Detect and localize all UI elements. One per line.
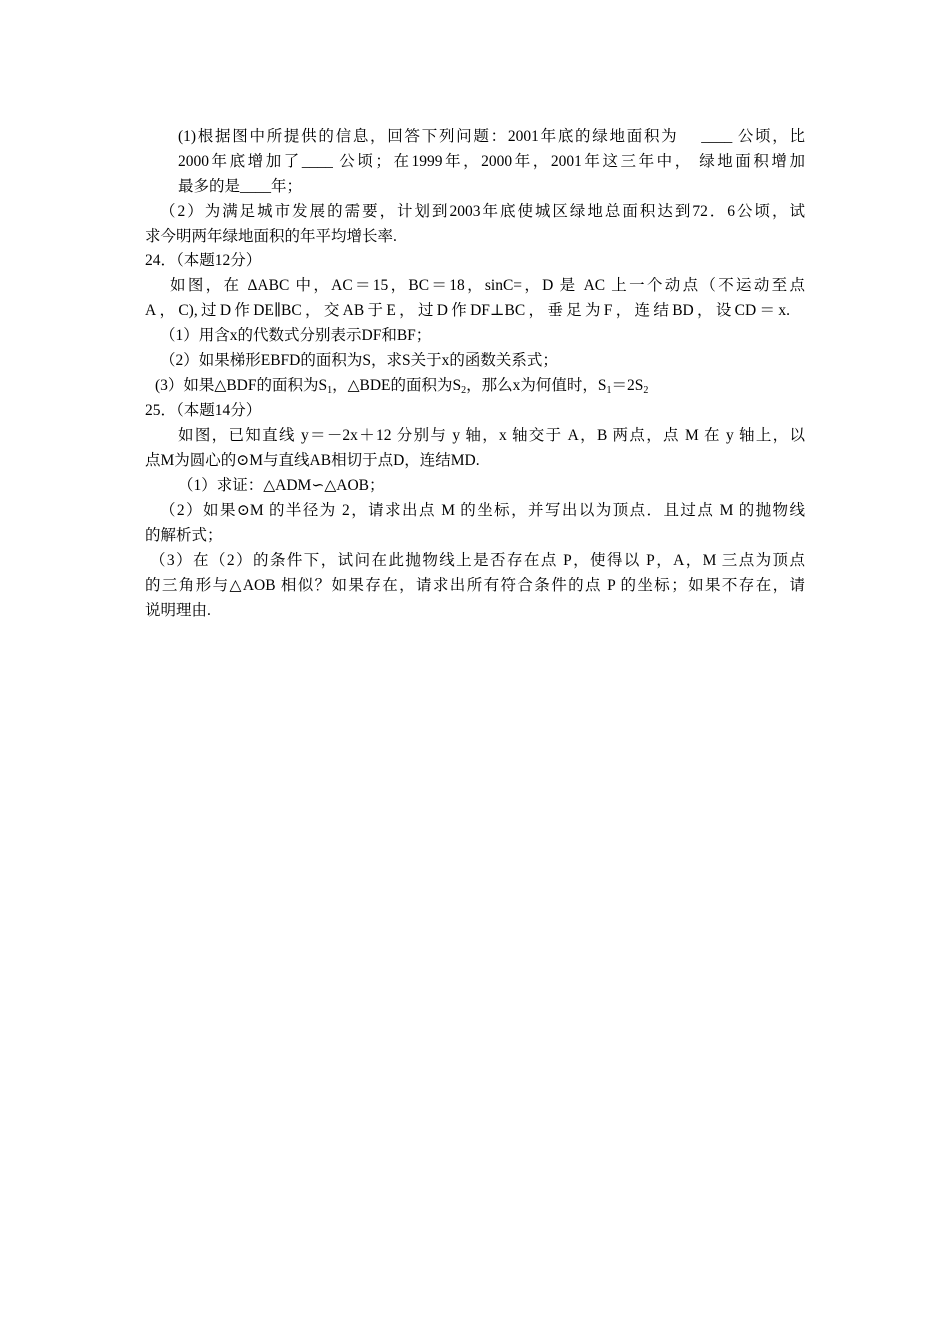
q23-part1-line3: 最多的是____年； [178, 178, 303, 195]
q24-heading: 24．（本题12分） [145, 252, 262, 269]
q25-heading: 25．（本题14分） [145, 402, 262, 419]
q24-part3-text-d: ＝2S [611, 377, 644, 394]
q25-part3-line3: 说明理由. [145, 602, 211, 619]
q23-part1-line1: (1)根据图中所提供的信息，回答下列问题：2001年底的绿地面积为 ____ 公顷，比 [178, 128, 805, 145]
q24-part2: （2）如果梯形EBFD的面积为S，求S关于x的函数关系式； [160, 352, 558, 369]
q24-part3-text-a: (3）如果△BDF的面积为S [155, 377, 328, 394]
q24-part3-text-c: ，那么x为何值时，S [466, 377, 607, 394]
q25-part3-line1: （3）在（2）的条件下，试问在此抛物线上是否存在点 P，使得以 P，A，M 三点为顶点 [150, 552, 805, 569]
q23-part2-line2: 求今明两年绿地面积的年平均增长率. [145, 228, 397, 245]
q24-stem-line1: 如图，在 ΔABC 中，AC＝15，BC＝18，sinC=，D 是 AC 上一个动点（不运动至点 [170, 277, 805, 294]
q23-part2-line1: （2）为满足城市发展的需要，计划到2003年底使城区绿地总面积达到72．6公顷，试 [160, 203, 805, 220]
q25-part2-line1: （2）如果⊙M 的半径为 2，请求出点 M 的坐标，并写出以为顶点．且过点 M 的抛物线 [160, 502, 805, 519]
q25-part2-line2: 的解析式； [145, 527, 223, 544]
q24-part3-sub4: 2 [643, 385, 649, 396]
q25-stem-line2: 点M为圆心的⊙M与直线AB相切于点D，连结MD. [145, 452, 480, 469]
q23-part1-line2: 2000年底增加了____ 公顷；在1999年，2000年，2001年这三年中， 绿地面积增加 [178, 153, 805, 170]
q24-part3-sub3: 1 [606, 385, 612, 396]
q24-part3-sub2: 2 [461, 385, 467, 396]
q24-stem-line2: A，C),过D作DE∥BC，交AB于E，过D作DF⊥BC，垂足为F，连结BD，设CD＝x. [145, 302, 790, 319]
q24-part3-sub1: 1 [327, 385, 333, 396]
q25-stem-line1: 如图，已知直线 y＝－2x＋12 分别与 y 轴，x 轴交于 A，B 两点，点 M 在 y 轴上，以 [178, 427, 805, 444]
q24-part3-text-b: ，△BDE的面积为S [332, 377, 462, 394]
q24-part3 [155, 376, 648, 396]
q25-part3-line2: 的三角形与△AOB 相似？如果存在，请求出所有符合条件的点 P 的坐标；如果不存在，请 [145, 577, 805, 594]
q25-part1: （1）求证：△ADM∽△AOB； [178, 477, 385, 494]
q24-part1: （1）用含x的代数式分别表示DF和BF； [160, 327, 432, 344]
